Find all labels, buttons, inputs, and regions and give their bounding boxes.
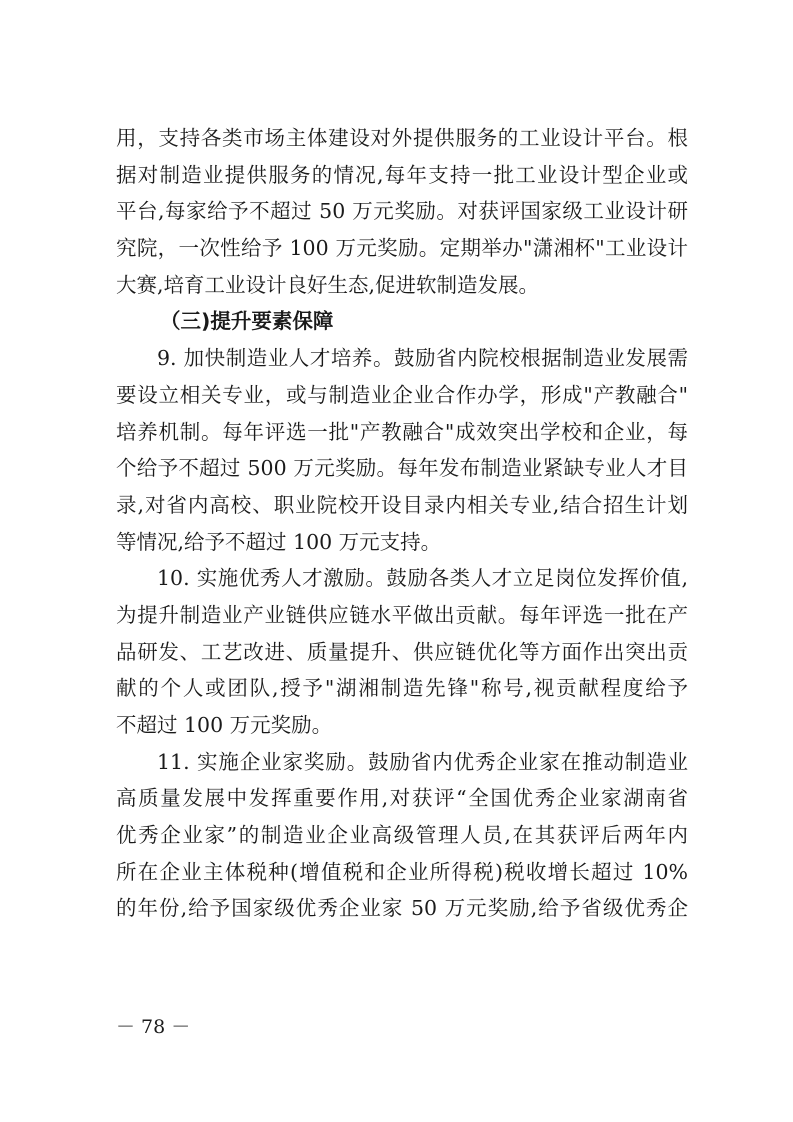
text-line: 平台,每家给予不超过 50 万元奖励。对获评国家级工业设计研 xyxy=(116,199,688,224)
text-line: 品研发、工艺改进、质量提升、供应链优化等方面作出突出贡 xyxy=(116,639,688,664)
text-line: 录,对省内高校、职业院校开设目录内相关专业,结合招生计划 xyxy=(116,492,688,517)
text-line: 个给予不超过 500 万元奖励。每年发布制造业紧缺专业人才目 xyxy=(116,456,688,481)
text-line: 用，支持各类市场主体建设对外提供服务的工业设计平台。根 xyxy=(116,126,688,150)
text-line: 为提升制造业产业链供应链水平做出贡献。每年评选一批在产 xyxy=(116,602,688,627)
text-line: 的年份,给予国家级优秀企业家 50 万元奖励,给予省级优秀企 xyxy=(116,896,688,921)
text-line: 献的个人或团队,授予"湖湘制造先锋"称号,视贡献程度给予 xyxy=(116,676,688,701)
document-body xyxy=(116,120,688,927)
section-heading: （三)提升要素保障 xyxy=(160,309,334,334)
text-line: 大赛,培育工业设计良好生态,促进软制造发展。 xyxy=(116,272,540,297)
text-line: 优秀企业家”的制造业企业高级管理人员,在其获评后两年内 xyxy=(116,823,688,848)
paragraph-entrepreneur-award xyxy=(116,744,688,927)
text-line: 据对制造业提供服务的情况,每年支持一批工业设计型企业或 xyxy=(116,162,688,187)
paragraph-talent-training xyxy=(116,340,688,560)
text-line: 高质量发展中发挥重要作用,对获评“全国优秀企业家湖南省 xyxy=(116,786,688,811)
paragraph-talent-incentive xyxy=(116,560,688,743)
page-number: － 78 － xyxy=(116,1016,191,1038)
text-line: 不超过 100 万元奖励。 xyxy=(116,713,333,737)
text-line: 所在企业主体税种(增值税和企业所得税)税收增长超过 10% xyxy=(116,859,688,884)
text-line: 等情况,给予不超过 100 万元支持。 xyxy=(116,529,442,554)
paragraph-industrial-design xyxy=(116,120,688,303)
text-line: 9. 加快制造业人才培养。鼓励省内院校根据制造业发展需 xyxy=(157,346,688,371)
text-line: 究院，一次性给予 100 万元奖励。定期举办"潇湘杯"工业设计 xyxy=(116,236,688,261)
text-line: 10. 实施优秀人才激励。鼓励各类人才立足岗位发挥价值, xyxy=(157,566,688,591)
text-line: 11. 实施企业家奖励。鼓励省内优秀企业家在推动制造业 xyxy=(157,749,688,774)
text-line: 要设立相关专业，或与制造业企业合作办学，形成"产教融合" xyxy=(116,382,688,407)
text-line: 培养机制。每年评选一批"产教融合"成效突出学校和企业，每 xyxy=(116,419,688,444)
